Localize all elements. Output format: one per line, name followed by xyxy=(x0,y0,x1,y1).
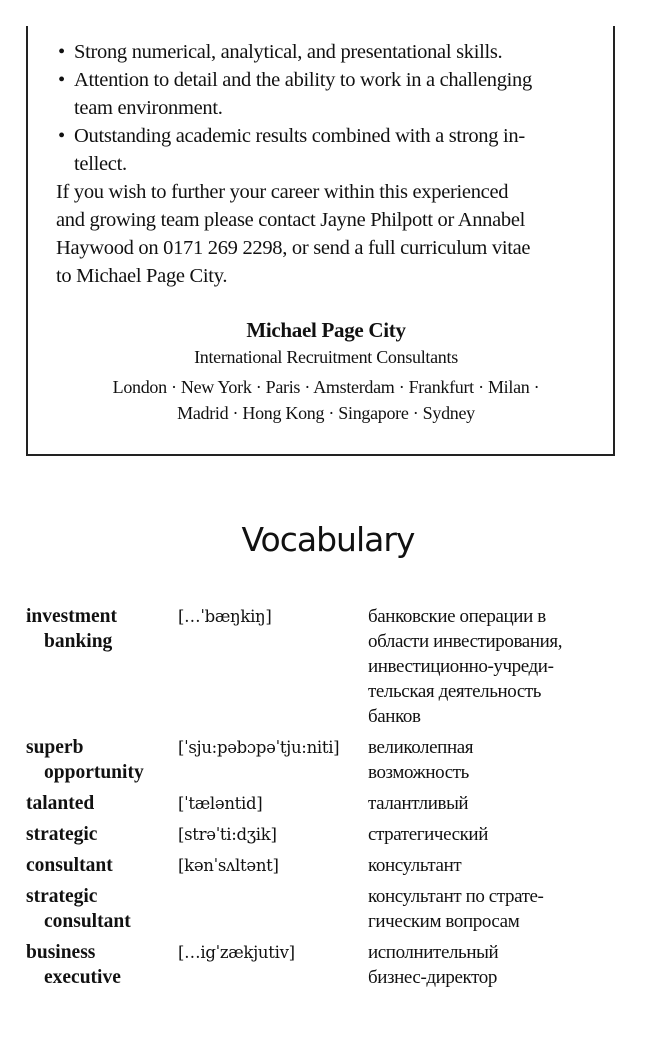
job-advertisement-box xyxy=(26,26,615,456)
term-line: strategic xyxy=(26,886,98,907)
translation-line: стратегический xyxy=(368,824,488,845)
contact-line: and growing team please contact Jayne Philpott or Annabel xyxy=(56,209,526,231)
vocabulary-term xyxy=(26,884,178,934)
firm-name: Michael Page City xyxy=(246,318,406,342)
translation-line: банковские операции в xyxy=(368,606,546,627)
requirement-bullet xyxy=(56,122,596,178)
term-line: strategic xyxy=(26,824,98,845)
vocabulary-transcription xyxy=(178,884,368,934)
vocabulary-translation xyxy=(368,853,636,878)
vocabulary-row xyxy=(26,853,636,878)
requirement-bullet xyxy=(56,66,596,122)
vocabulary-transcription: […ˈbæŋkiŋ] xyxy=(178,607,272,626)
contact-line: to Michael Page City. xyxy=(56,265,228,287)
translation-line: области инвестирования, xyxy=(368,631,563,652)
firm-cities-line: Madrid · Hong Kong · Singapore · Sydney xyxy=(177,403,475,423)
term-line: business xyxy=(26,942,96,963)
term-line: superb xyxy=(26,737,84,758)
bullet-dot-icon: • xyxy=(58,69,65,91)
bullet-line: team environment. xyxy=(74,97,223,119)
translation-line: банков xyxy=(368,706,421,727)
vocabulary-row xyxy=(26,735,636,785)
vocabulary-transcription: […igˈzækjutiv] xyxy=(178,943,295,962)
vocabulary-term xyxy=(26,604,178,729)
vocabulary-row xyxy=(26,791,636,816)
translation-line: тельская деятельность xyxy=(368,681,542,702)
translation-line: исполнительный xyxy=(368,942,499,963)
vocabulary-translation xyxy=(368,735,636,785)
vocabulary-transcription: [ˈsju:pəbɔpəˈtju:niti] xyxy=(178,738,340,757)
vocabulary-translation xyxy=(368,822,636,847)
firm-signature xyxy=(56,316,596,426)
term-line: investment xyxy=(26,606,117,627)
vocabulary-transcription: [ˈtæləntid] xyxy=(178,794,263,813)
term-line: consultant xyxy=(26,855,113,876)
vocabulary-row xyxy=(26,940,636,990)
vocabulary-translation xyxy=(368,791,636,816)
vocabulary-term xyxy=(26,791,178,816)
vocabulary-term xyxy=(26,822,178,847)
translation-line: инвестиционно-учреди- xyxy=(368,656,554,677)
term-line: talanted xyxy=(26,793,95,814)
vocabulary-title: Vocabulary xyxy=(241,520,415,559)
firm-subtitle: International Recruitment Consultants xyxy=(194,347,458,367)
bullet-line: Attention to detail and the ability to work in a challenging xyxy=(74,69,532,91)
firm-cities-line: London · New York · Paris · Amsterdam · Frankfurt · Milan · xyxy=(112,377,540,397)
ad-content xyxy=(56,38,596,426)
vocabulary-transcription: [kənˈsʌltənt] xyxy=(178,856,279,875)
translation-line: гическим вопросам xyxy=(368,911,520,932)
translation-line: консультант xyxy=(368,855,462,876)
translation-line: консультант по страте- xyxy=(368,886,544,907)
translation-line: талантливый xyxy=(368,793,469,814)
term-line: opportunity xyxy=(44,762,144,783)
vocabulary-row xyxy=(26,604,636,729)
bullet-dot-icon: • xyxy=(58,41,65,63)
contact-paragraph xyxy=(56,178,596,290)
vocabulary-translation xyxy=(368,604,636,729)
vocabulary-term xyxy=(26,940,178,990)
requirement-bullet xyxy=(56,38,596,66)
translation-line: возможность xyxy=(368,762,469,783)
contact-line: Haywood on 0171 269 2298, or send a full curriculum vitae xyxy=(56,237,531,259)
vocabulary-table xyxy=(26,604,636,996)
term-line: consultant xyxy=(44,911,131,932)
vocabulary-translation xyxy=(368,884,636,934)
vocabulary-row xyxy=(26,884,636,934)
contact-line: If you wish to further your career within this experienced xyxy=(56,181,509,203)
term-line: banking xyxy=(44,631,113,652)
translation-line: великолепная xyxy=(368,737,474,758)
vocabulary-row xyxy=(26,822,636,847)
term-line: executive xyxy=(44,967,121,988)
bullet-line: Outstanding academic results combined with a strong in- xyxy=(74,125,525,147)
translation-line: бизнес-директор xyxy=(368,967,497,988)
bullet-line: tellect. xyxy=(74,153,127,175)
bullet-dot-icon: • xyxy=(58,125,65,147)
vocabulary-translation xyxy=(368,940,636,990)
vocabulary-term xyxy=(26,853,178,878)
bullet-line: Strong numerical, analytical, and presentational skills. xyxy=(74,41,503,63)
vocabulary-transcription: [strəˈti:dʒik] xyxy=(178,825,277,844)
vocabulary-term xyxy=(26,735,178,785)
